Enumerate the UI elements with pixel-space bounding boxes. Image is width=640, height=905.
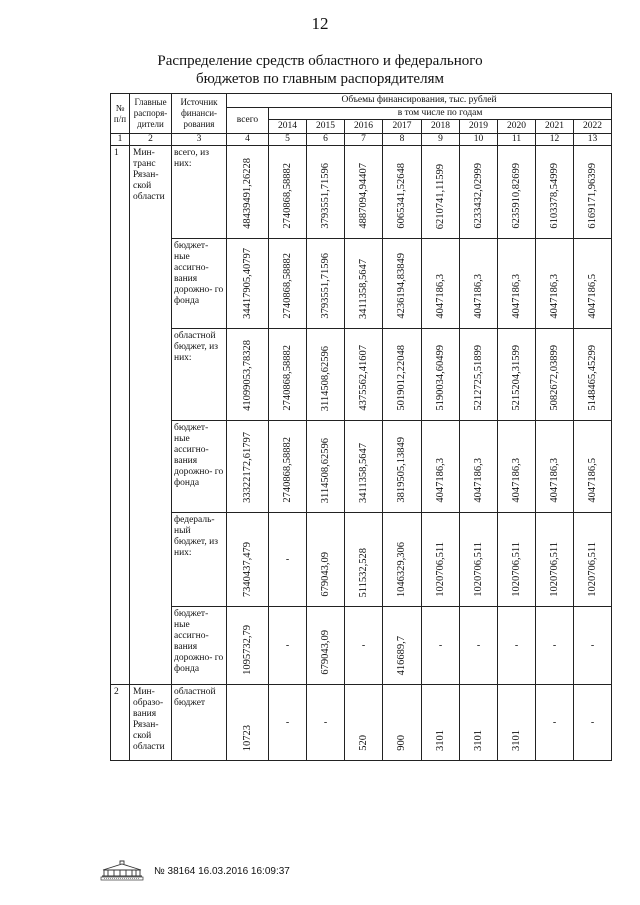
- year-amount-cell: [307, 329, 345, 421]
- year-amount-cell: [269, 329, 307, 421]
- year-amount-cell: [345, 513, 383, 607]
- amount-value: 6169171,96399: [586, 163, 598, 229]
- year-amount-cell: [536, 239, 574, 329]
- amount-value: 3411358,5647: [357, 259, 369, 319]
- amount-value: 3793551,71596: [319, 163, 331, 229]
- dash-value: -: [323, 717, 328, 728]
- year-amount-cell: [574, 513, 612, 607]
- year-amount-cell: [498, 513, 536, 607]
- amount-value: 6233432,02999: [472, 163, 484, 229]
- header-year: 2018: [422, 120, 460, 134]
- year-amount-cell: [460, 146, 498, 239]
- amount-value: 34417905,40797: [241, 248, 253, 319]
- column-number: 4: [227, 134, 269, 146]
- empty-value-cell: [536, 607, 574, 685]
- amount-value: 3101: [472, 730, 484, 751]
- year-amount-cell: [460, 513, 498, 607]
- year-amount-cell: [269, 239, 307, 329]
- document-title-line-1: Распределение средств областного и федерального: [157, 53, 483, 69]
- dash-value: -: [590, 640, 595, 651]
- dash-value: -: [361, 640, 366, 651]
- amount-value: 679043,09: [319, 552, 331, 597]
- year-amount-cell: [498, 421, 536, 513]
- amount-value: 4047186,5: [586, 458, 598, 503]
- dash-value: -: [514, 640, 519, 651]
- funding-source-cell: бюджет- ные ассигно- вания дорожно- го фонда: [172, 607, 227, 685]
- column-number: 12: [536, 134, 574, 146]
- column-number: 9: [422, 134, 460, 146]
- amount-value: 416689,7: [396, 635, 407, 675]
- amount-value: 1020706,511: [434, 542, 446, 597]
- amount-value: 3101: [510, 730, 522, 751]
- year-amount-cell: [345, 329, 383, 421]
- header-year: 2016: [345, 120, 383, 134]
- amount-value: 2740868,58882: [281, 253, 293, 319]
- amount-value: 4047186,3: [472, 458, 484, 503]
- funding-source-cell: бюджет- ные ассигно- вания дорожно- го фонда: [172, 239, 227, 329]
- amount-value: 3114508,62596: [319, 345, 331, 411]
- amount-value: 2740868,58882: [281, 163, 293, 229]
- dash-value: -: [476, 640, 481, 651]
- table-body: [111, 146, 612, 761]
- year-amount-cell: [422, 421, 460, 513]
- year-amount-cell: [574, 421, 612, 513]
- year-amount-cell: [498, 146, 536, 239]
- funding-source-cell: областной бюджет: [172, 685, 227, 761]
- manager-cell: Мин- транс Рязан- ской области: [130, 146, 172, 685]
- empty-value-cell: [345, 607, 383, 685]
- amount-value: 4375562,41607: [357, 345, 369, 411]
- year-amount-cell: [383, 239, 422, 329]
- row-number-cell: 1: [111, 146, 130, 685]
- year-amount-cell: [269, 146, 307, 239]
- table-row: [111, 239, 612, 329]
- empty-value-cell: [460, 607, 498, 685]
- column-number: 3: [172, 134, 227, 146]
- amount-value: 1020706,511: [510, 542, 522, 597]
- table-row: [111, 607, 612, 685]
- amount-value: 2740868,58882: [281, 437, 293, 503]
- amount-value: 4236194,83849: [396, 253, 407, 319]
- amount-value: 1020706,511: [472, 542, 484, 597]
- year-amount-cell: [536, 329, 574, 421]
- government-building-seal-icon: [98, 860, 146, 882]
- amount-value: 6235910,82699: [510, 163, 522, 229]
- amount-value: 900: [396, 735, 407, 751]
- column-number: 6: [307, 134, 345, 146]
- column-number: 5: [269, 134, 307, 146]
- funding-source-cell: областной бюджет, из них:: [172, 329, 227, 421]
- year-amount-cell: [422, 329, 460, 421]
- empty-value-cell: [269, 685, 307, 761]
- year-amount-cell: [307, 239, 345, 329]
- amount-value: 5212725,51899: [472, 345, 484, 411]
- page-number: 12: [311, 14, 329, 33]
- empty-value-cell: [574, 685, 612, 761]
- amount-value: 3114508,62596: [319, 437, 331, 503]
- year-amount-cell: [498, 329, 536, 421]
- amount-value: 3101: [434, 730, 446, 751]
- amount-value: 6065341,52648: [396, 163, 407, 229]
- header-by-years: в том числе по годам: [269, 108, 612, 120]
- document-title-line-2: бюджетов по главным распорядителям: [196, 71, 444, 87]
- header-year: 2014: [269, 120, 307, 134]
- header-source: Источник финанси- рования: [172, 94, 227, 134]
- year-amount-cell: [460, 421, 498, 513]
- year-amount-cell: [345, 685, 383, 761]
- table-row: [111, 329, 612, 421]
- total-amount-cell: [227, 607, 269, 685]
- total-amount-cell: [227, 421, 269, 513]
- year-amount-cell: [536, 513, 574, 607]
- total-amount-cell: [227, 513, 269, 607]
- amount-value: 511532,528: [357, 547, 369, 597]
- column-number: 1: [111, 134, 130, 146]
- dash-value: -: [285, 717, 290, 728]
- column-number: 2: [130, 134, 172, 146]
- amount-value: 6210741,11599: [434, 163, 446, 229]
- row-number-cell: 2: [111, 685, 130, 761]
- column-number: 11: [498, 134, 536, 146]
- year-amount-cell: [383, 607, 422, 685]
- empty-value-cell: [307, 685, 345, 761]
- year-amount-cell: [422, 146, 460, 239]
- year-amount-cell: [422, 513, 460, 607]
- total-amount-cell: [227, 239, 269, 329]
- amount-value: 4047186,3: [434, 458, 446, 503]
- dash-value: -: [285, 640, 290, 651]
- total-amount-cell: [227, 685, 269, 761]
- year-amount-cell: [383, 329, 422, 421]
- table-row: [111, 146, 612, 239]
- year-amount-cell: [574, 329, 612, 421]
- amount-value: 520: [357, 735, 369, 751]
- amount-value: 679043,09: [319, 630, 331, 675]
- amount-value: 4047186,3: [510, 458, 522, 503]
- year-amount-cell: [574, 146, 612, 239]
- header-volume: Объемы финансирования, тыс. рублей: [227, 94, 612, 108]
- amount-value: 4047186,3: [434, 274, 446, 319]
- header-managers: Главные распоря- дители: [130, 94, 172, 134]
- year-amount-cell: [460, 329, 498, 421]
- header-year: 2015: [307, 120, 345, 134]
- year-amount-cell: [460, 685, 498, 761]
- amount-value: 1046329,306: [396, 541, 407, 597]
- column-number: 8: [383, 134, 422, 146]
- year-amount-cell: [307, 607, 345, 685]
- funding-distribution-table: [110, 93, 612, 761]
- year-amount-cell: [422, 239, 460, 329]
- empty-value-cell: [269, 607, 307, 685]
- amount-value: 5019012,22048: [396, 345, 407, 411]
- amount-value: 6103378,54999: [548, 163, 560, 229]
- total-amount-cell: [227, 329, 269, 421]
- year-amount-cell: [383, 685, 422, 761]
- amount-value: 5082672,03899: [548, 345, 560, 411]
- year-amount-cell: [307, 513, 345, 607]
- amount-value: 5215204,31599: [510, 345, 522, 411]
- amount-value: 48439491,26228: [241, 158, 253, 229]
- amount-value: 4047186,3: [510, 274, 522, 319]
- amount-value: 1095732,79: [241, 625, 253, 675]
- dash-value: -: [285, 554, 290, 565]
- header-total: всего: [227, 108, 269, 134]
- year-amount-cell: [422, 685, 460, 761]
- year-amount-cell: [307, 146, 345, 239]
- table-row: [111, 513, 612, 607]
- year-amount-cell: [383, 146, 422, 239]
- amount-value: 4047186,3: [548, 458, 560, 503]
- amount-value: 4047186,3: [472, 274, 484, 319]
- amount-value: 41099053,78328: [241, 340, 253, 411]
- document-title: [0, 52, 640, 88]
- header-year: 2017: [383, 120, 422, 134]
- year-amount-cell: [498, 239, 536, 329]
- empty-value-cell: [498, 607, 536, 685]
- amount-value: 4047186,3: [548, 274, 560, 319]
- total-amount-cell: [227, 146, 269, 239]
- table-row: [111, 685, 612, 761]
- column-number: 10: [460, 134, 498, 146]
- dash-value: -: [590, 717, 595, 728]
- empty-value-cell: [536, 685, 574, 761]
- amount-value: 3793551,71596: [319, 253, 331, 319]
- dash-value: -: [552, 717, 557, 728]
- year-amount-cell: [383, 421, 422, 513]
- amount-value: 2740868,58882: [281, 345, 293, 411]
- year-amount-cell: [536, 146, 574, 239]
- amount-value: 3411358,5647: [357, 443, 369, 503]
- column-number: 13: [574, 134, 612, 146]
- document-registration-info: № 38164 16.03.2016 16:09:37: [154, 865, 290, 877]
- footer: [98, 860, 290, 882]
- column-number: 7: [345, 134, 383, 146]
- funding-source-cell: всего, из них:: [172, 146, 227, 239]
- amount-value: 1020706,511: [548, 542, 560, 597]
- year-amount-cell: [345, 146, 383, 239]
- year-amount-cell: [345, 239, 383, 329]
- amount-value: 7340437,479: [241, 541, 253, 597]
- amount-value: 33322172,61797: [241, 432, 253, 503]
- funding-source-cell: бюджет- ные ассигно- вания дорожно- го фонда: [172, 421, 227, 513]
- manager-cell: Мин- образо- вания Рязан- ской области: [130, 685, 172, 761]
- header-year: 2019: [460, 120, 498, 134]
- header-num: № п/п: [111, 94, 130, 134]
- amount-value: 3819505,13849: [396, 437, 407, 503]
- year-amount-cell: [345, 421, 383, 513]
- header-year: 2022: [574, 120, 612, 134]
- empty-value-cell: [574, 607, 612, 685]
- header-year: 2021: [536, 120, 574, 134]
- amount-value: 4047186,5: [586, 274, 598, 319]
- amount-value: 4887094,94407: [357, 163, 369, 229]
- table-row: [111, 421, 612, 513]
- dash-value: -: [438, 640, 443, 651]
- year-amount-cell: [269, 421, 307, 513]
- amount-value: 5148465,45299: [586, 345, 598, 411]
- column-numbers-row: [111, 134, 612, 146]
- year-amount-cell: [383, 513, 422, 607]
- year-amount-cell: [574, 239, 612, 329]
- amount-value: 1020706,511: [586, 542, 598, 597]
- year-amount-cell: [460, 239, 498, 329]
- year-amount-cell: [536, 421, 574, 513]
- empty-value-cell: [422, 607, 460, 685]
- year-amount-cell: [498, 685, 536, 761]
- dash-value: -: [552, 640, 557, 651]
- amount-value: 5190034,60499: [434, 345, 446, 411]
- amount-value: 10723: [241, 724, 253, 751]
- header-year: 2020: [498, 120, 536, 134]
- funding-source-cell: федераль- ный бюджет, из них:: [172, 513, 227, 607]
- empty-value-cell: [269, 513, 307, 607]
- year-amount-cell: [307, 421, 345, 513]
